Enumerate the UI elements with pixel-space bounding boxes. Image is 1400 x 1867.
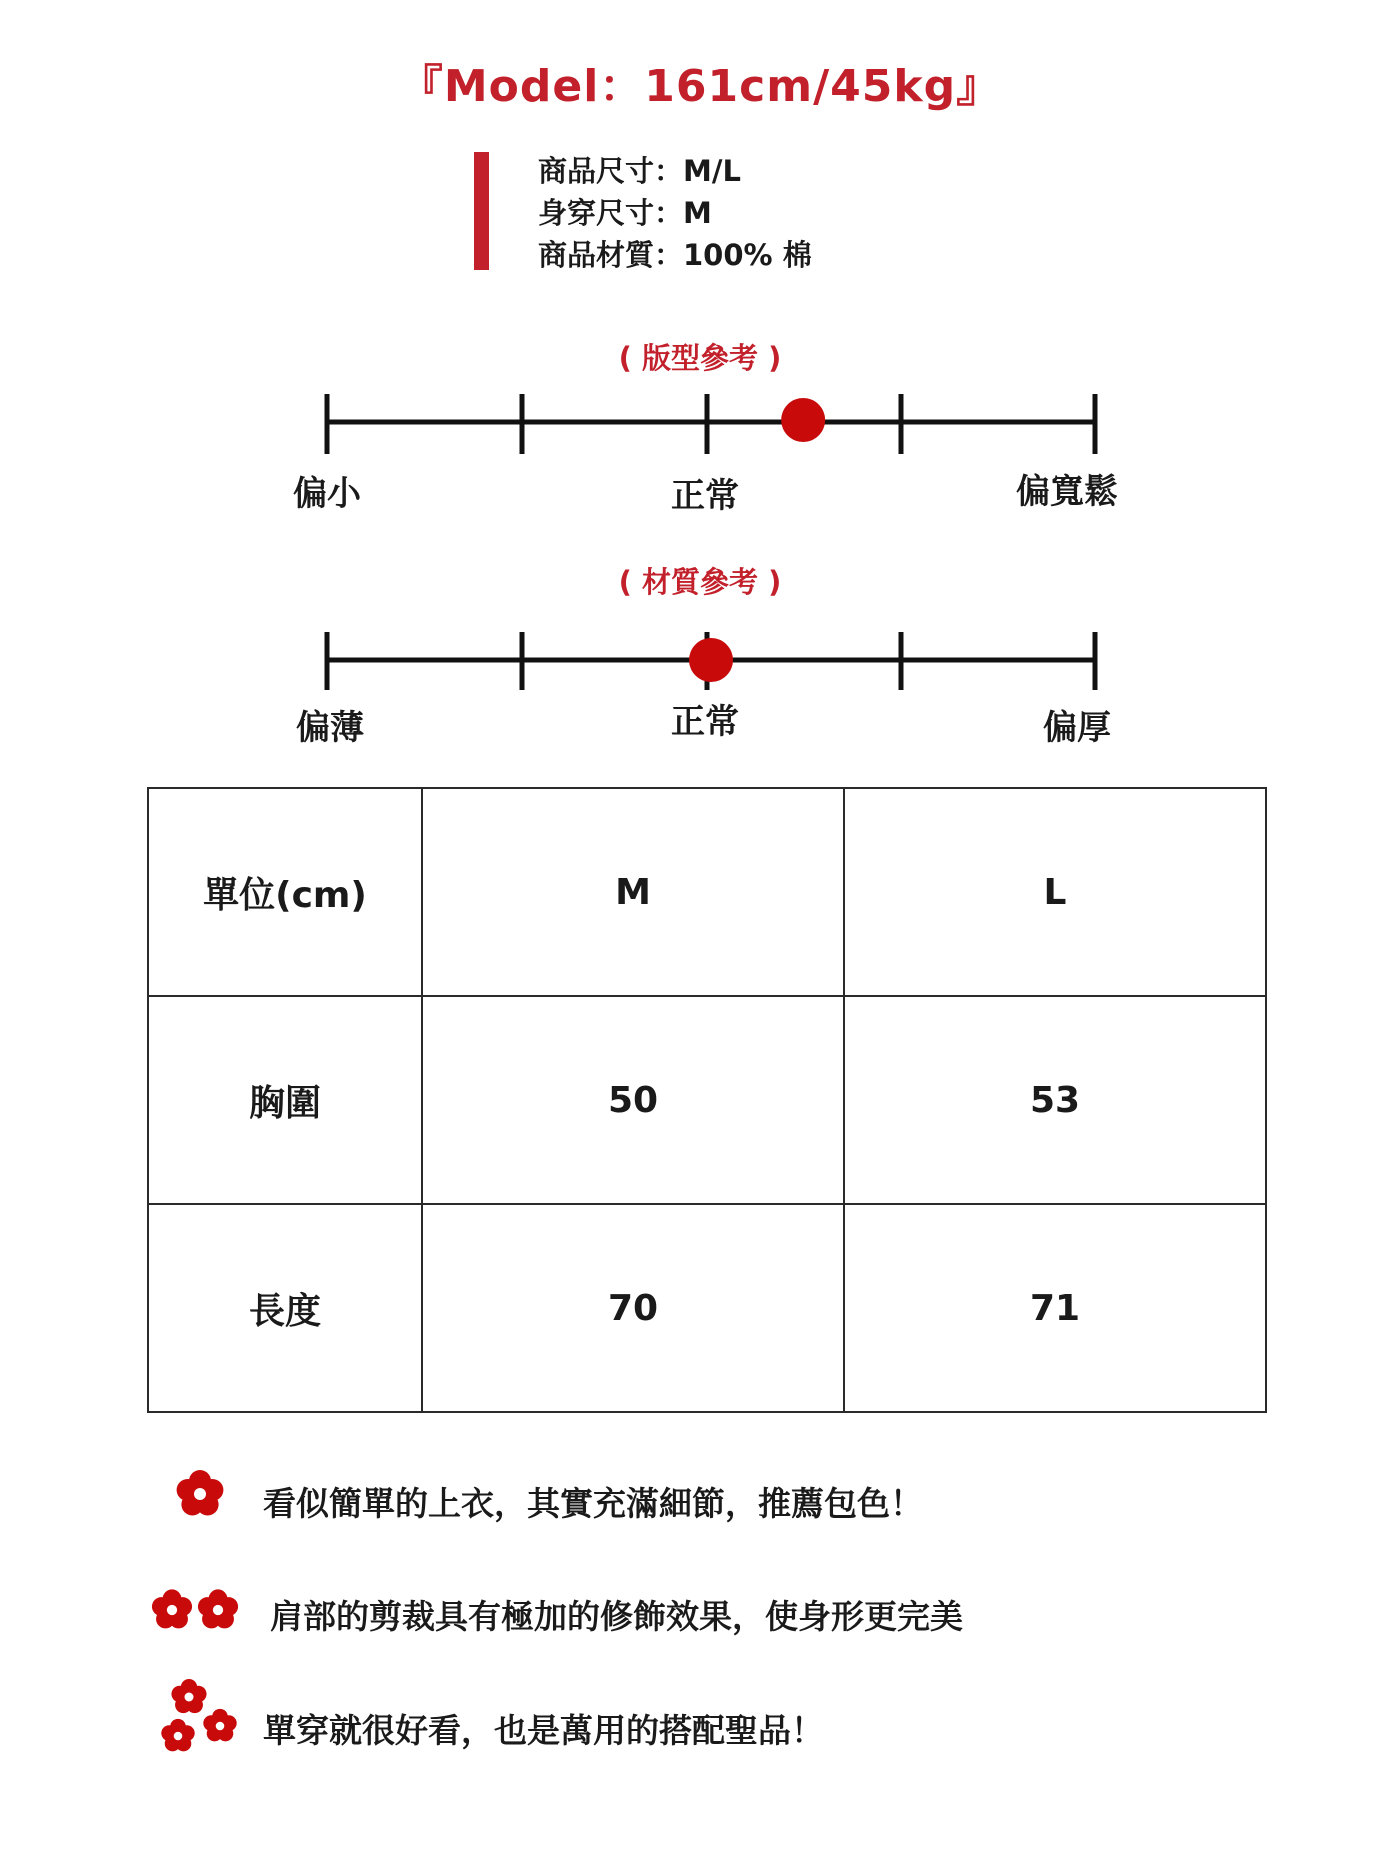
flower-icon — [158, 1716, 198, 1756]
material-label-normal: 正常 — [671, 702, 739, 742]
header-unit: 單位(cm) — [148, 788, 422, 996]
cell-chest-l: 53 — [844, 996, 1266, 1204]
flower-icon — [194, 1586, 242, 1634]
header-size-l: L — [844, 788, 1266, 996]
feature-line-3: 單穿就很好看，也是萬用的搭配聖品！ — [263, 1711, 824, 1750]
feature-line-1: 看似簡單的上衣，其實充滿細節，推薦包色！ — [263, 1484, 923, 1523]
table-row — [148, 1204, 1266, 1412]
spec-list — [538, 150, 812, 276]
material-scale-title: ( 材質參考 ) — [618, 565, 782, 599]
spec-material: 商品材質：100% 棉 — [538, 238, 812, 272]
material-scale-marker — [689, 638, 733, 682]
row-label-length: 長度 — [148, 1204, 422, 1412]
spec-accent-bar — [474, 152, 489, 270]
fit-label-normal: 正常 — [671, 476, 739, 516]
flower-icon — [148, 1586, 196, 1634]
cell-length-m: 70 — [422, 1204, 844, 1412]
material-label-thin: 偏薄 — [296, 708, 364, 748]
material-label-thick: 偏厚 — [1043, 708, 1111, 748]
header-size-m: M — [422, 788, 844, 996]
fit-scale-marker — [781, 398, 825, 442]
fit-label-small: 偏小 — [293, 474, 361, 514]
fit-scale-title: ( 版型參考 ) — [618, 341, 782, 375]
cell-length-l: 71 — [844, 1204, 1266, 1412]
flower-icon — [172, 1466, 228, 1522]
fit-label-loose: 偏寬鬆 — [1016, 472, 1118, 512]
feature-line-2: 肩部的剪裁具有極加的修飾效果，使身形更完美 — [270, 1597, 963, 1636]
row-label-chest: 胸圍 — [148, 996, 422, 1204]
cell-chest-m: 50 — [422, 996, 844, 1204]
spec-worn-size: 身穿尺寸：M — [538, 196, 712, 230]
model-info-title: 『Model：161cm/45kg』 — [398, 61, 1002, 112]
spec-product-size: 商品尺寸：M/L — [538, 154, 741, 188]
table-header-row — [148, 788, 1266, 996]
size-table — [147, 787, 1267, 1413]
table-row — [148, 996, 1266, 1204]
flower-icon — [200, 1706, 240, 1746]
